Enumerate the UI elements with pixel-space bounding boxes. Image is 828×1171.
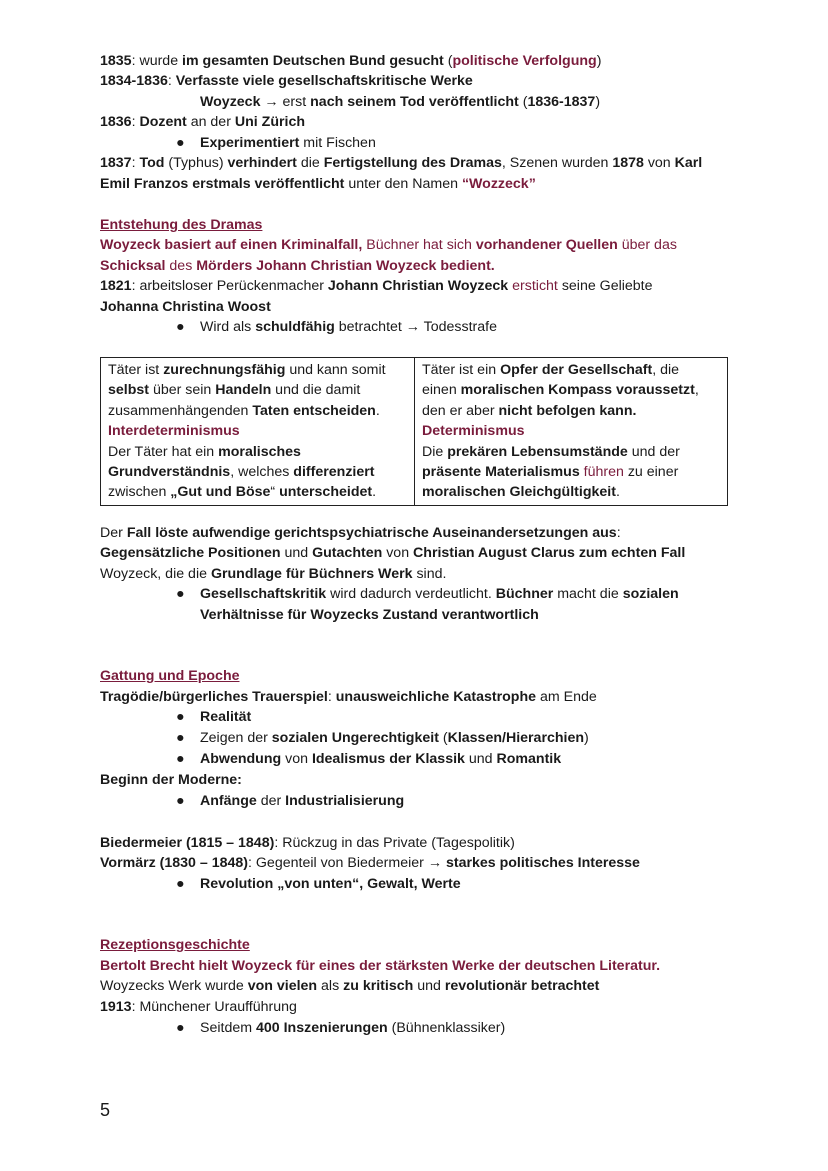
text: selbst — [108, 382, 150, 399]
text: von — [382, 545, 414, 561]
heading-entstehung: Entstehung des Dramas — [100, 217, 263, 233]
text: moralisches — [218, 443, 301, 460]
text: Tragödie/bürgerliches Trauerspiel — [100, 689, 328, 705]
text: ) — [595, 94, 601, 110]
text: prekären Lebensumstände — [447, 443, 628, 460]
text: Johanna Christina Woost — [100, 299, 271, 315]
text: Fertigstellung des Dramas — [323, 155, 502, 171]
year: 1834-1836 — [100, 73, 168, 89]
text: und — [413, 978, 445, 994]
year: 1821 — [100, 278, 132, 294]
text: Taten entscheiden — [252, 402, 376, 419]
text: präsente Materialismus — [422, 464, 580, 481]
bio-line-1835 — [100, 51, 601, 71]
text: und der — [627, 443, 680, 460]
text: sozialen — [622, 586, 679, 602]
bullet-icon: ● — [176, 751, 185, 767]
text: Verhältnisse für Woyzecks Zustand verantwortlich — [200, 607, 539, 623]
text: Fall löste aufwendige gerichtspsychiatrische Auseinandersetzungen aus — [126, 525, 617, 541]
text: → erst — [260, 94, 311, 110]
text: Täter ist ein — [422, 362, 501, 378]
cell-line — [108, 360, 408, 380]
text: ersticht — [508, 278, 558, 294]
text: des — [165, 258, 197, 274]
text: : — [131, 114, 140, 130]
text: moralischen Kompass voraussetzt — [460, 382, 695, 399]
gattung-line-biedermeier — [100, 833, 515, 853]
cell-line — [108, 401, 408, 421]
text: von vielen — [247, 978, 318, 994]
cell-determinismus — [415, 358, 728, 506]
year: 1836 — [100, 114, 132, 130]
bullet-icon: ● — [176, 876, 185, 892]
text: Gegensätzliche Positionen — [100, 545, 281, 561]
text: sind. — [412, 566, 447, 582]
entstehung-line-3 — [100, 276, 653, 296]
bullet-experimentiert — [176, 133, 376, 153]
bio-line-1836 — [100, 112, 305, 132]
text: Realität — [200, 709, 252, 725]
bullet-icon: ● — [176, 709, 185, 725]
text: Abwendung — [200, 751, 282, 767]
text: unterscheidet — [279, 484, 373, 501]
text: : — [131, 155, 140, 171]
text: , welches — [230, 464, 294, 481]
text: die — [296, 155, 324, 171]
bullet-realitaet — [176, 707, 251, 727]
bullet-icon: ● — [176, 319, 185, 335]
text: wird dadurch verdeutlicht. — [326, 586, 496, 602]
text: “ — [270, 484, 280, 501]
rezeption-line-1 — [100, 956, 660, 976]
bullet-abwendung — [176, 749, 561, 769]
text: . — [375, 402, 380, 419]
text: ( — [438, 730, 448, 746]
text: revolutionär betrachtet — [444, 978, 600, 994]
text: Johann Christian Woyzeck — [327, 278, 509, 294]
text: 1878 — [612, 155, 644, 171]
text: und die damit — [271, 382, 361, 399]
text: Woyzeck — [200, 94, 261, 110]
text: zwischen — [108, 484, 171, 501]
text: Romantik — [496, 751, 562, 767]
text: Tod — [139, 155, 165, 171]
text: verhindert — [227, 155, 297, 171]
text: sozialen Ungerechtigkeit — [271, 730, 439, 746]
fall-line-5 — [200, 605, 539, 625]
text: : Gegenteil von Biedermeier → — [248, 855, 446, 871]
text: „Gut und Böse — [170, 484, 271, 501]
text: mit Fischen — [299, 135, 376, 151]
text: unter den Namen — [344, 176, 462, 192]
comparison-table — [100, 357, 728, 506]
entstehung-line-4 — [100, 297, 271, 317]
text: Der — [100, 525, 127, 541]
gattung-line-moderne — [100, 770, 242, 790]
gattung-line-vormaerz — [100, 853, 640, 873]
text: Büchner — [495, 586, 554, 602]
text: (Bühnenklassiker) — [387, 1020, 506, 1036]
text: ) — [584, 730, 589, 746]
text: und — [464, 751, 497, 767]
text: Industrialisierung — [285, 793, 405, 809]
text: Seitdem — [200, 1020, 256, 1036]
fall-line-2 — [100, 543, 685, 563]
cell-line — [422, 482, 721, 502]
text: Wird als — [200, 319, 256, 335]
bullet-industrialisierung — [176, 791, 404, 811]
text: Klassen/Hierarchien — [447, 730, 585, 746]
text: Dozent — [139, 114, 187, 130]
text: 400 Inszenierungen — [256, 1020, 388, 1036]
rezeption-line-2 — [100, 976, 599, 996]
fall-line-1 — [100, 523, 621, 543]
text: zu einer — [623, 464, 679, 481]
text: moralischen Gleichgültigkeit — [422, 484, 616, 501]
text: über sein — [149, 382, 216, 399]
text: nicht befolgen kann. — [498, 402, 637, 419]
bio-line-franzos — [100, 174, 536, 194]
text: betrachtet → Todesstrafe — [334, 319, 498, 335]
text: Grundlage für Büchners Werk — [210, 566, 413, 582]
year: 1835 — [100, 53, 132, 69]
text: Opfer der Gesellschaft — [500, 362, 653, 378]
text: den er aber — [422, 402, 499, 419]
text: ( — [518, 94, 528, 110]
text: ( — [443, 53, 453, 69]
rezeption-line-3 — [100, 997, 297, 1017]
term-interdeterminismus: Interdeterminismus — [108, 423, 240, 440]
cell-line — [108, 380, 408, 400]
text: Woyzeck basiert auf einen Kriminalfall, — [100, 237, 363, 253]
text: Handeln — [215, 382, 272, 399]
text: Emil Franzos erstmals veröffentlicht — [100, 176, 345, 192]
text: ) — [596, 53, 602, 69]
text: (Typhus) — [164, 155, 228, 171]
cell-interdeterminismus — [101, 358, 415, 506]
bullet-revolution — [176, 874, 461, 894]
text: Experimentiert — [200, 135, 300, 151]
cell-line — [108, 482, 408, 502]
text: Grundverständnis — [108, 464, 231, 481]
page-number: 5 — [100, 1100, 111, 1120]
cell-line — [422, 462, 721, 482]
bullet-icon: ● — [176, 730, 185, 746]
bullet-schuldfaehig — [176, 317, 497, 337]
text: zurechnungsfähig — [163, 362, 286, 378]
text: Gutachten — [312, 545, 383, 561]
term-determinismus: Determinismus — [422, 423, 525, 440]
text: Gesellschaftskritik — [200, 586, 327, 602]
text: : — [327, 689, 336, 705]
text: : Rückzug in das Private (Tagespolitik) — [274, 835, 515, 851]
heading-gattung: Gattung und Epoche — [100, 668, 240, 684]
text: Bertolt Brecht hielt Woyzeck für eines der stärksten Werke der deutschen Literatur. — [100, 958, 661, 974]
text: Schicksal — [100, 258, 166, 274]
text: : wurde — [131, 53, 183, 69]
text: vorhandener Quellen — [475, 237, 618, 253]
year: 1837 — [100, 155, 132, 171]
entstehung-line-2 — [100, 256, 495, 276]
text: politische Verfolgung — [452, 53, 597, 69]
text: und — [280, 545, 313, 561]
text: Mörders Johann Christian Woyzeck bedient. — [196, 258, 495, 274]
table-row — [101, 358, 728, 506]
bio-line-woyzeck — [200, 92, 600, 112]
text: Uni Zürich — [234, 114, 306, 130]
bullet-icon: ● — [176, 586, 185, 602]
text: von — [643, 155, 675, 171]
text: Die — [422, 443, 448, 460]
heading-rezeption: Rezeptionsgeschichte — [100, 937, 250, 953]
cell-line — [422, 360, 721, 380]
text: Karl — [674, 155, 703, 171]
text: führen — [579, 464, 624, 481]
text: Täter ist — [108, 362, 164, 378]
text: seine Geliebte — [557, 278, 653, 294]
cell-line — [422, 380, 721, 400]
text: 1836-1837 — [527, 94, 596, 110]
text: und kann somit — [285, 362, 386, 378]
text: Revolution „von unten“, Gewalt, Werte — [200, 876, 461, 892]
text: Der Täter hat ein — [108, 443, 219, 460]
text: starkes politisches Interesse — [445, 855, 640, 871]
cell-line — [422, 442, 721, 462]
text: zusammenhängenden — [108, 402, 253, 419]
cell-line — [422, 401, 721, 421]
bio-line-1834 — [100, 71, 473, 91]
text: , die — [652, 362, 680, 378]
bio-line-1837 — [100, 153, 702, 173]
year: 1913 — [100, 999, 132, 1015]
text: Beginn der Moderne: — [100, 772, 242, 788]
bullet-inszenierungen — [176, 1018, 505, 1038]
text: Zeigen der — [200, 730, 272, 746]
bullet-icon: ● — [176, 793, 185, 809]
text: , — [694, 382, 699, 399]
gattung-line-1 — [100, 687, 597, 707]
fall-line-3 — [100, 564, 446, 584]
text: Woyzeck, die die — [100, 566, 211, 582]
text: “Wozzeck” — [461, 176, 536, 192]
text: im gesamten Deutschen Bund gesucht — [182, 53, 444, 69]
text: differenziert — [293, 464, 375, 481]
bullet-ungerechtigkeit — [176, 728, 589, 748]
text: Verfasste viele gesellschaftskritische Werke — [175, 73, 473, 89]
text: von — [281, 751, 312, 767]
text: an der — [186, 114, 235, 130]
text: Anfänge — [200, 793, 257, 809]
text: . — [615, 484, 620, 501]
text: der — [256, 793, 286, 809]
bullet-icon: ● — [176, 1020, 185, 1036]
text: : arbeitsloser Perückenmacher — [131, 278, 328, 294]
text: Idealismus der Klassik — [311, 751, 465, 767]
text: schuldfähig — [255, 319, 335, 335]
text: , Szenen wurden — [501, 155, 613, 171]
text: : — [167, 73, 176, 89]
text: Christian August Clarus zum echten Fall — [413, 545, 686, 561]
text: Biedermeier (1815 – 1848) — [100, 835, 275, 851]
text: am Ende — [536, 689, 597, 705]
cell-line — [108, 442, 408, 462]
text: : — [616, 525, 621, 541]
bullet-gesellschaftskritik — [176, 584, 679, 604]
text: zu kritisch — [343, 978, 414, 994]
text: nach seinem Tod veröffentlicht — [310, 94, 519, 110]
text: über das — [617, 237, 677, 253]
text: macht die — [553, 586, 623, 602]
text: unausweichliche Katastrophe — [335, 689, 537, 705]
text: Büchner hat sich — [362, 237, 476, 253]
text: als — [317, 978, 344, 994]
text: einen — [422, 382, 461, 399]
cell-line — [108, 462, 408, 482]
text: Woyzecks Werk wurde — [100, 978, 248, 994]
text: . — [372, 484, 377, 501]
text: : Münchener Uraufführung — [131, 999, 297, 1015]
bullet-icon: ● — [176, 135, 185, 151]
text: Vormärz (1830 – 1848) — [100, 855, 249, 871]
entstehung-line-1 — [100, 235, 677, 255]
